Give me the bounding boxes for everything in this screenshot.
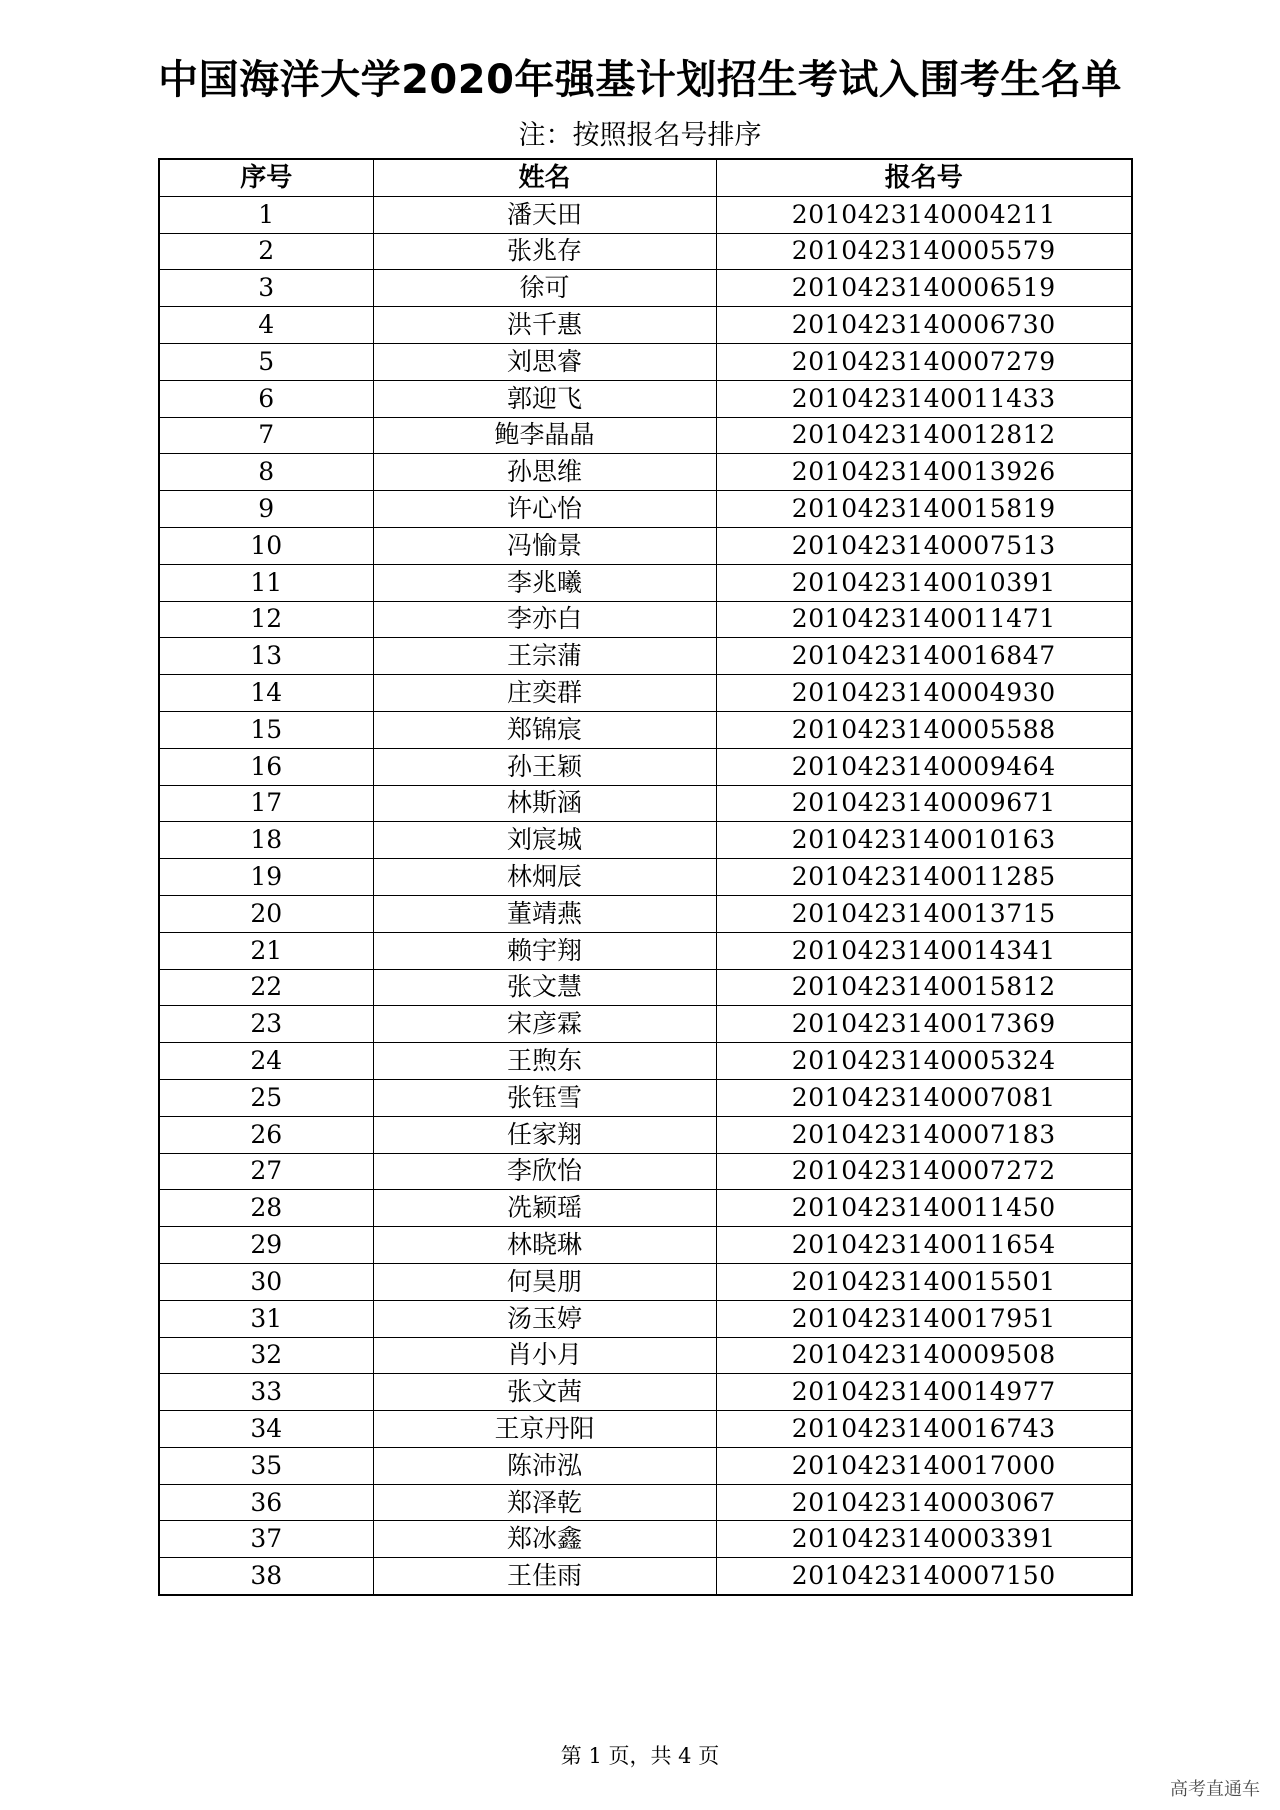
table-row bbox=[159, 1043, 1132, 1080]
table-row bbox=[159, 895, 1132, 932]
table-row bbox=[159, 1190, 1132, 1227]
table-row bbox=[159, 307, 1132, 344]
cell-reg-no: 2010423140013926 bbox=[716, 454, 1132, 491]
cell-name: 林斯涵 bbox=[373, 785, 716, 822]
table-row bbox=[159, 638, 1132, 675]
table-row bbox=[159, 1558, 1132, 1595]
table-row bbox=[159, 491, 1132, 528]
table-row bbox=[159, 417, 1132, 454]
cell-name: 李欣怡 bbox=[373, 1153, 716, 1190]
cell-reg-no: 2010423140007081 bbox=[716, 1079, 1132, 1116]
cell-reg-no: 2010423140016743 bbox=[716, 1411, 1132, 1448]
cell-reg-no: 2010423140007183 bbox=[716, 1116, 1132, 1153]
table-row bbox=[159, 711, 1132, 748]
cell-name: 郑锦宸 bbox=[373, 711, 716, 748]
cell-name: 孙思维 bbox=[373, 454, 716, 491]
cell-seq: 6 bbox=[159, 380, 373, 417]
table-row bbox=[159, 1484, 1132, 1521]
cell-reg-no: 2010423140014977 bbox=[716, 1374, 1132, 1411]
table-body bbox=[159, 196, 1132, 1595]
cell-seq: 1 bbox=[159, 196, 373, 233]
cell-name: 王京丹阳 bbox=[373, 1411, 716, 1448]
cell-name: 宋彦霖 bbox=[373, 1006, 716, 1043]
cell-reg-no: 2010423140015812 bbox=[716, 969, 1132, 1006]
cell-reg-no: 2010423140017951 bbox=[716, 1300, 1132, 1337]
cell-seq: 24 bbox=[159, 1043, 373, 1080]
table-row bbox=[159, 1447, 1132, 1484]
cell-seq: 38 bbox=[159, 1558, 373, 1595]
cell-name: 刘宸城 bbox=[373, 822, 716, 859]
cell-name: 冯愉景 bbox=[373, 527, 716, 564]
cell-name: 洪千惠 bbox=[373, 307, 716, 344]
table-row bbox=[159, 1411, 1132, 1448]
table-row bbox=[159, 1227, 1132, 1264]
table-row bbox=[159, 270, 1132, 307]
cell-reg-no: 2010423140011285 bbox=[716, 859, 1132, 896]
cell-name: 潘天田 bbox=[373, 196, 716, 233]
cell-reg-no: 2010423140011450 bbox=[716, 1190, 1132, 1227]
table-row bbox=[159, 969, 1132, 1006]
cell-reg-no: 2010423140005324 bbox=[716, 1043, 1132, 1080]
table-row bbox=[159, 454, 1132, 491]
column-header-name: 姓名 bbox=[373, 159, 716, 196]
cell-name: 何昊朋 bbox=[373, 1263, 716, 1300]
cell-reg-no: 2010423140003391 bbox=[716, 1521, 1132, 1558]
cell-seq: 13 bbox=[159, 638, 373, 675]
header-row bbox=[159, 159, 1132, 196]
cell-seq: 15 bbox=[159, 711, 373, 748]
cell-seq: 5 bbox=[159, 343, 373, 380]
cell-reg-no: 2010423140007513 bbox=[716, 527, 1132, 564]
table-row bbox=[159, 601, 1132, 638]
cell-name: 任家翔 bbox=[373, 1116, 716, 1153]
table-row bbox=[159, 343, 1132, 380]
table-row bbox=[159, 527, 1132, 564]
candidate-table bbox=[158, 158, 1133, 1596]
cell-seq: 9 bbox=[159, 491, 373, 528]
cell-reg-no: 2010423140013715 bbox=[716, 895, 1132, 932]
cell-name: 张文慧 bbox=[373, 969, 716, 1006]
cell-reg-no: 2010423140005579 bbox=[716, 233, 1132, 270]
cell-reg-no: 2010423140005588 bbox=[716, 711, 1132, 748]
table-row bbox=[159, 748, 1132, 785]
cell-name: 郭迎飞 bbox=[373, 380, 716, 417]
cell-name: 张文茜 bbox=[373, 1374, 716, 1411]
cell-seq: 2 bbox=[159, 233, 373, 270]
cell-name: 张钰雪 bbox=[373, 1079, 716, 1116]
watermark: 高考直通车 bbox=[1170, 1779, 1260, 1800]
cell-seq: 10 bbox=[159, 527, 373, 564]
page-title: 中国海洋大学2020年强基计划招生考试入围考生名单 bbox=[158, 57, 1122, 103]
cell-seq: 22 bbox=[159, 969, 373, 1006]
cell-name: 陈沛泓 bbox=[373, 1447, 716, 1484]
cell-reg-no: 2010423140007279 bbox=[716, 343, 1132, 380]
cell-name: 王佳雨 bbox=[373, 1558, 716, 1595]
table-row bbox=[159, 675, 1132, 712]
cell-seq: 3 bbox=[159, 270, 373, 307]
cell-reg-no: 2010423140017000 bbox=[716, 1447, 1132, 1484]
cell-reg-no: 2010423140011433 bbox=[716, 380, 1132, 417]
cell-reg-no: 2010423140003067 bbox=[716, 1484, 1132, 1521]
cell-reg-no: 2010423140016847 bbox=[716, 638, 1132, 675]
column-header-seq: 序号 bbox=[159, 159, 373, 196]
cell-reg-no: 2010423140017369 bbox=[716, 1006, 1132, 1043]
cell-name: 李亦白 bbox=[373, 601, 716, 638]
cell-name: 王宗蒲 bbox=[373, 638, 716, 675]
cell-name: 董靖燕 bbox=[373, 895, 716, 932]
cell-reg-no: 2010423140009671 bbox=[716, 785, 1132, 822]
cell-seq: 17 bbox=[159, 785, 373, 822]
cell-reg-no: 2010423140015501 bbox=[716, 1263, 1132, 1300]
cell-seq: 30 bbox=[159, 1263, 373, 1300]
page-footer: 第 1 页，共 4 页 bbox=[560, 1744, 720, 1768]
cell-name: 林晓琳 bbox=[373, 1227, 716, 1264]
cell-name: 庄奕群 bbox=[373, 675, 716, 712]
cell-name: 张兆存 bbox=[373, 233, 716, 270]
cell-seq: 19 bbox=[159, 859, 373, 896]
table-row bbox=[159, 1263, 1132, 1300]
cell-name: 许心怡 bbox=[373, 491, 716, 528]
cell-seq: 18 bbox=[159, 822, 373, 859]
cell-reg-no: 2010423140012812 bbox=[716, 417, 1132, 454]
cell-seq: 28 bbox=[159, 1190, 373, 1227]
cell-reg-no: 2010423140004930 bbox=[716, 675, 1132, 712]
table-row bbox=[159, 233, 1132, 270]
cell-seq: 14 bbox=[159, 675, 373, 712]
cell-seq: 21 bbox=[159, 932, 373, 969]
table-header bbox=[159, 159, 1132, 196]
cell-name: 刘思睿 bbox=[373, 343, 716, 380]
cell-reg-no: 2010423140006519 bbox=[716, 270, 1132, 307]
cell-seq: 4 bbox=[159, 307, 373, 344]
cell-seq: 25 bbox=[159, 1079, 373, 1116]
cell-seq: 20 bbox=[159, 895, 373, 932]
cell-name: 郑泽乾 bbox=[373, 1484, 716, 1521]
cell-seq: 29 bbox=[159, 1227, 373, 1264]
cell-name: 冼颖瑶 bbox=[373, 1190, 716, 1227]
table-row bbox=[159, 785, 1132, 822]
table-row bbox=[159, 932, 1132, 969]
cell-seq: 35 bbox=[159, 1447, 373, 1484]
table-row bbox=[159, 859, 1132, 896]
table-row bbox=[159, 1337, 1132, 1374]
cell-seq: 11 bbox=[159, 564, 373, 601]
cell-reg-no: 2010423140004211 bbox=[716, 196, 1132, 233]
cell-name: 李兆曦 bbox=[373, 564, 716, 601]
cell-seq: 27 bbox=[159, 1153, 373, 1190]
table-row bbox=[159, 380, 1132, 417]
cell-reg-no: 2010423140006730 bbox=[716, 307, 1132, 344]
cell-seq: 36 bbox=[159, 1484, 373, 1521]
table-row bbox=[159, 564, 1132, 601]
cell-seq: 16 bbox=[159, 748, 373, 785]
cell-seq: 7 bbox=[159, 417, 373, 454]
cell-reg-no: 2010423140009464 bbox=[716, 748, 1132, 785]
cell-seq: 12 bbox=[159, 601, 373, 638]
cell-seq: 26 bbox=[159, 1116, 373, 1153]
sort-note: 注：按照报名号排序 bbox=[518, 120, 762, 151]
cell-seq: 34 bbox=[159, 1411, 373, 1448]
cell-reg-no: 2010423140009508 bbox=[716, 1337, 1132, 1374]
cell-name: 林炯辰 bbox=[373, 859, 716, 896]
cell-name: 孙王颖 bbox=[373, 748, 716, 785]
table-row bbox=[159, 1300, 1132, 1337]
cell-reg-no: 2010423140007150 bbox=[716, 1558, 1132, 1595]
cell-seq: 8 bbox=[159, 454, 373, 491]
cell-name: 汤玉婷 bbox=[373, 1300, 716, 1337]
table-row bbox=[159, 1153, 1132, 1190]
cell-seq: 32 bbox=[159, 1337, 373, 1374]
cell-reg-no: 2010423140011471 bbox=[716, 601, 1132, 638]
table-row bbox=[159, 1006, 1132, 1043]
cell-reg-no: 2010423140015819 bbox=[716, 491, 1132, 528]
cell-name: 徐可 bbox=[373, 270, 716, 307]
cell-name: 赖宇翔 bbox=[373, 932, 716, 969]
table-row bbox=[159, 1116, 1132, 1153]
cell-reg-no: 2010423140011654 bbox=[716, 1227, 1132, 1264]
table-row bbox=[159, 1521, 1132, 1558]
cell-name: 郑冰鑫 bbox=[373, 1521, 716, 1558]
column-header-reg-no: 报名号 bbox=[716, 159, 1132, 196]
table-row bbox=[159, 822, 1132, 859]
cell-name: 王煦东 bbox=[373, 1043, 716, 1080]
cell-reg-no: 2010423140010391 bbox=[716, 564, 1132, 601]
cell-seq: 31 bbox=[159, 1300, 373, 1337]
table-row bbox=[159, 1079, 1132, 1116]
cell-seq: 23 bbox=[159, 1006, 373, 1043]
table-row bbox=[159, 196, 1132, 233]
table-row bbox=[159, 1374, 1132, 1411]
cell-reg-no: 2010423140007272 bbox=[716, 1153, 1132, 1190]
cell-reg-no: 2010423140010163 bbox=[716, 822, 1132, 859]
cell-name: 肖小月 bbox=[373, 1337, 716, 1374]
cell-seq: 37 bbox=[159, 1521, 373, 1558]
cell-seq: 33 bbox=[159, 1374, 373, 1411]
cell-reg-no: 2010423140014341 bbox=[716, 932, 1132, 969]
cell-name: 鲍李晶晶 bbox=[373, 417, 716, 454]
